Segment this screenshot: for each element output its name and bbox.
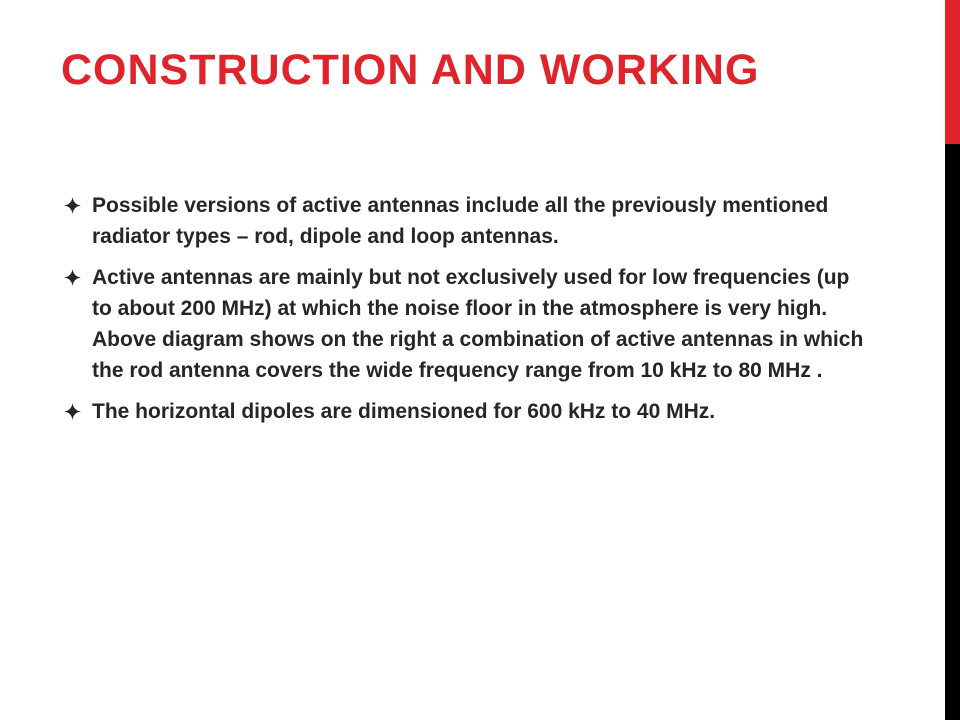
bullet-item — [58, 396, 868, 427]
bullet-text: Active antennas are mainly but not exclusively used for low frequencies (up to about 200 MHz) at which the noise floor in the atmosphere is very high. Above diagram shows on the right a combination of active antennas in which the rod antenna covers the wide frequency range from 10 kHz to 80 MHz . — [92, 266, 864, 382]
bullet-item — [58, 190, 868, 252]
diamond-bullet-icon — [64, 197, 81, 214]
accent-bar-black — [945, 144, 960, 720]
slide-title: CONSTRUCTION AND WORKING — [61, 46, 760, 94]
diamond-bullet-icon — [64, 269, 81, 286]
bullet-text: The horizontal dipoles are dimensioned for 600 kHz to 40 MHz. — [92, 400, 716, 423]
bullet-text: Possible versions of active antennas include all the previously mentioned radiator types – rod, dipole and loop antennas. — [92, 194, 829, 248]
accent-bar-red — [945, 0, 960, 144]
bullet-list — [58, 190, 868, 427]
bullet-item — [58, 262, 868, 386]
diamond-bullet-icon — [64, 403, 81, 420]
